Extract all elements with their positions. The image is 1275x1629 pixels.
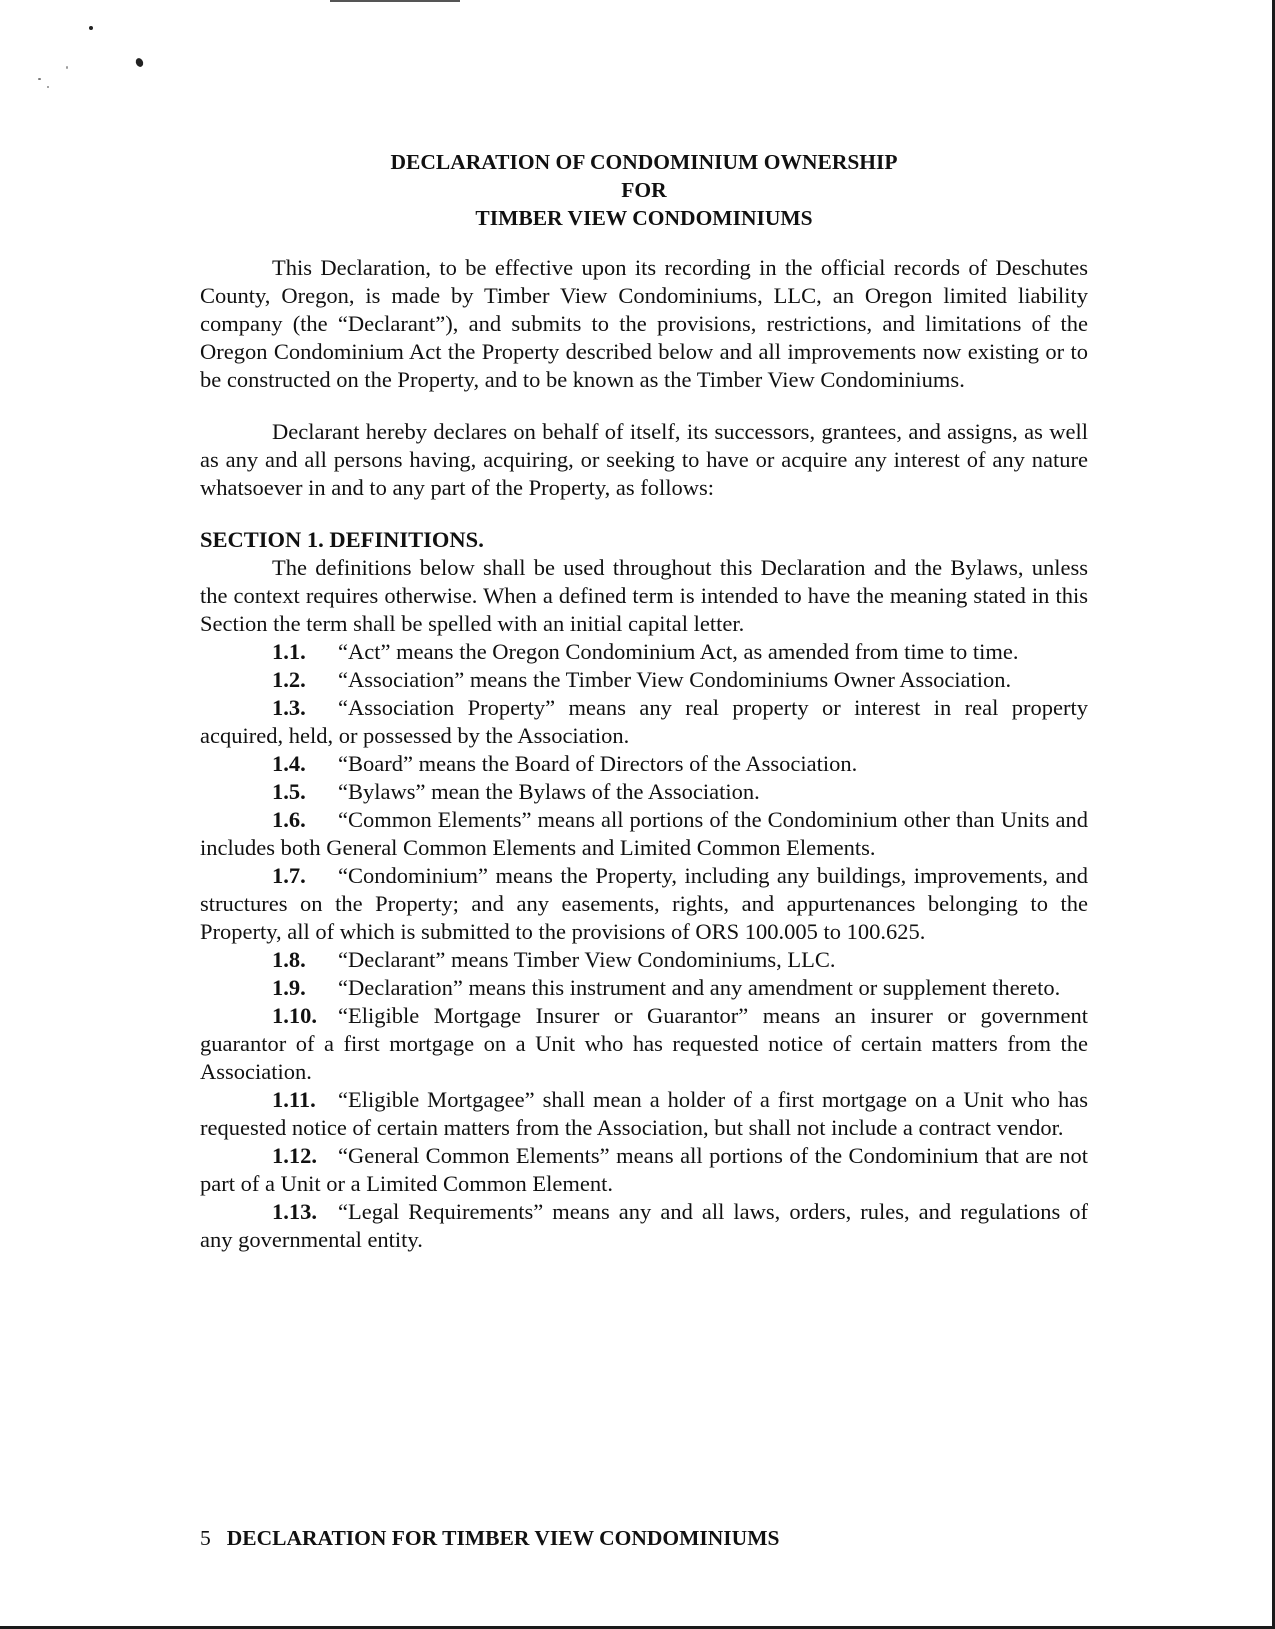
definition-number: 1.11. [272, 1087, 316, 1112]
definition-item [200, 694, 1088, 750]
definition-number: 1.13. [272, 1199, 317, 1224]
section-intro: The definitions below shall be used throughout this Declaration and the Bylaws, unless the context requires otherwise. When a defined term is intended to have the meaning stated in this Section the term shall be spelled with an initial capital letter. [200, 555, 1088, 636]
definitions-list [200, 638, 1088, 1254]
definition-text: “Condominium” means the Property, including any buildings, improvements, and structures on the Property; and any easements, rights, and appurtenances belonging to the Property, all of which is submitted to the provisions of ORS 100.005 to 100.625. [200, 863, 1088, 944]
definition-item [200, 862, 1088, 946]
definition-text: “General Common Elements” means all portions of the Condominium that are not part of a Unit or a Limited Common Element. [200, 1143, 1088, 1196]
definition-text: “Eligible Mortgagee” shall mean a holder of a first mortgage on a Unit who has requested notice of certain matters from the Association, but shall not include a contract vendor. [200, 1087, 1088, 1140]
definition-item [200, 1002, 1088, 1086]
definition-text: “Association Property” means any real property or interest in real property acquired, held, or possessed by the Association. [200, 695, 1088, 748]
definition-number: 1.7. [272, 863, 306, 888]
definition-number: 1.1. [272, 639, 306, 664]
scan-artifact-top-line [330, 0, 460, 2]
scan-speck [134, 57, 144, 68]
definition-number: 1.6. [272, 807, 306, 832]
definition-item [200, 1198, 1088, 1254]
definition-item [200, 1142, 1088, 1198]
definition-item [200, 1086, 1088, 1142]
title-line-1: DECLARATION OF CONDOMINIUM OWNERSHIP [390, 150, 898, 174]
definition-text: “Act” means the Oregon Condominium Act, as amended from time to time. [338, 639, 1019, 664]
page-number: 5 [200, 1526, 211, 1550]
definition-number: 1.9. [272, 975, 306, 1000]
section-heading: SECTION 1. DEFINITIONS. [200, 527, 484, 552]
document-page [200, 148, 1088, 1254]
definition-text: “Association” means the Timber View Condominiums Owner Association. [338, 667, 1012, 692]
definition-number: 1.10. [272, 1003, 317, 1028]
page-footer [200, 1526, 779, 1551]
definition-number: 1.2. [272, 667, 306, 692]
definition-number: 1.8. [272, 947, 306, 972]
definition-item [200, 750, 1088, 778]
definition-number: 1.5. [272, 779, 306, 804]
scan-speck [66, 66, 68, 69]
intro-paragraph-1: This Declaration, to be effective upon its recording in the official records of Deschutes County, Oregon, is made by Timber View Condominiums, LLC, an Oregon limited liability company (the “Declarant”), and submits to the provisions, restrictions, and limitations of the Oregon Condominium Act the Property described below and all improvements now existing or to be constructed on the Property, and to be known as the Timber View Condominiums. [200, 255, 1088, 392]
definition-text: “Declaration” means this instrument and any amendment or supplement thereto. [338, 975, 1061, 1000]
intro-paragraph-2: Declarant hereby declares on behalf of itself, its successors, grantees, and assigns, as well as any and all persons having, acquiring, or seeking to have or acquire any interest of any nature whatsoever in and to any part of the Property, as follows: [200, 419, 1088, 500]
definition-item [200, 778, 1088, 806]
definition-item [200, 974, 1088, 1002]
definition-text: “Eligible Mortgage Insurer or Guarantor” means an insurer or government guarantor of a first mortgage on a Unit who has requested notice of certain matters from the Association. [200, 1003, 1088, 1084]
definition-item [200, 666, 1088, 694]
definition-number: 1.4. [272, 751, 306, 776]
definition-text: “Legal Requirements” means any and all laws, orders, rules, and regulations of any governmental entity. [200, 1199, 1088, 1252]
document-title [200, 148, 1088, 232]
definition-text: “Board” means the Board of Directors of the Association. [338, 751, 858, 776]
definition-item [200, 638, 1088, 666]
title-line-2: FOR [621, 178, 667, 202]
definition-number: 1.12. [272, 1143, 317, 1168]
scan-speck [47, 86, 49, 88]
footer-title: DECLARATION FOR TIMBER VIEW CONDOMINIUMS [226, 1526, 780, 1550]
definition-item [200, 946, 1088, 974]
scan-speck [38, 78, 41, 80]
definition-text: “Common Elements” means all portions of the Condominium other than Units and includes both General Common Elements and Limited Common Elements. [200, 807, 1088, 860]
definition-number: 1.3. [272, 695, 306, 720]
title-line-3: TIMBER VIEW CONDOMINIUMS [475, 206, 813, 230]
definition-item [200, 806, 1088, 862]
definition-text: “Bylaws” mean the Bylaws of the Association. [338, 779, 760, 804]
scan-speck [89, 26, 93, 30]
definition-text: “Declarant” means Timber View Condominiums, LLC. [338, 947, 836, 972]
